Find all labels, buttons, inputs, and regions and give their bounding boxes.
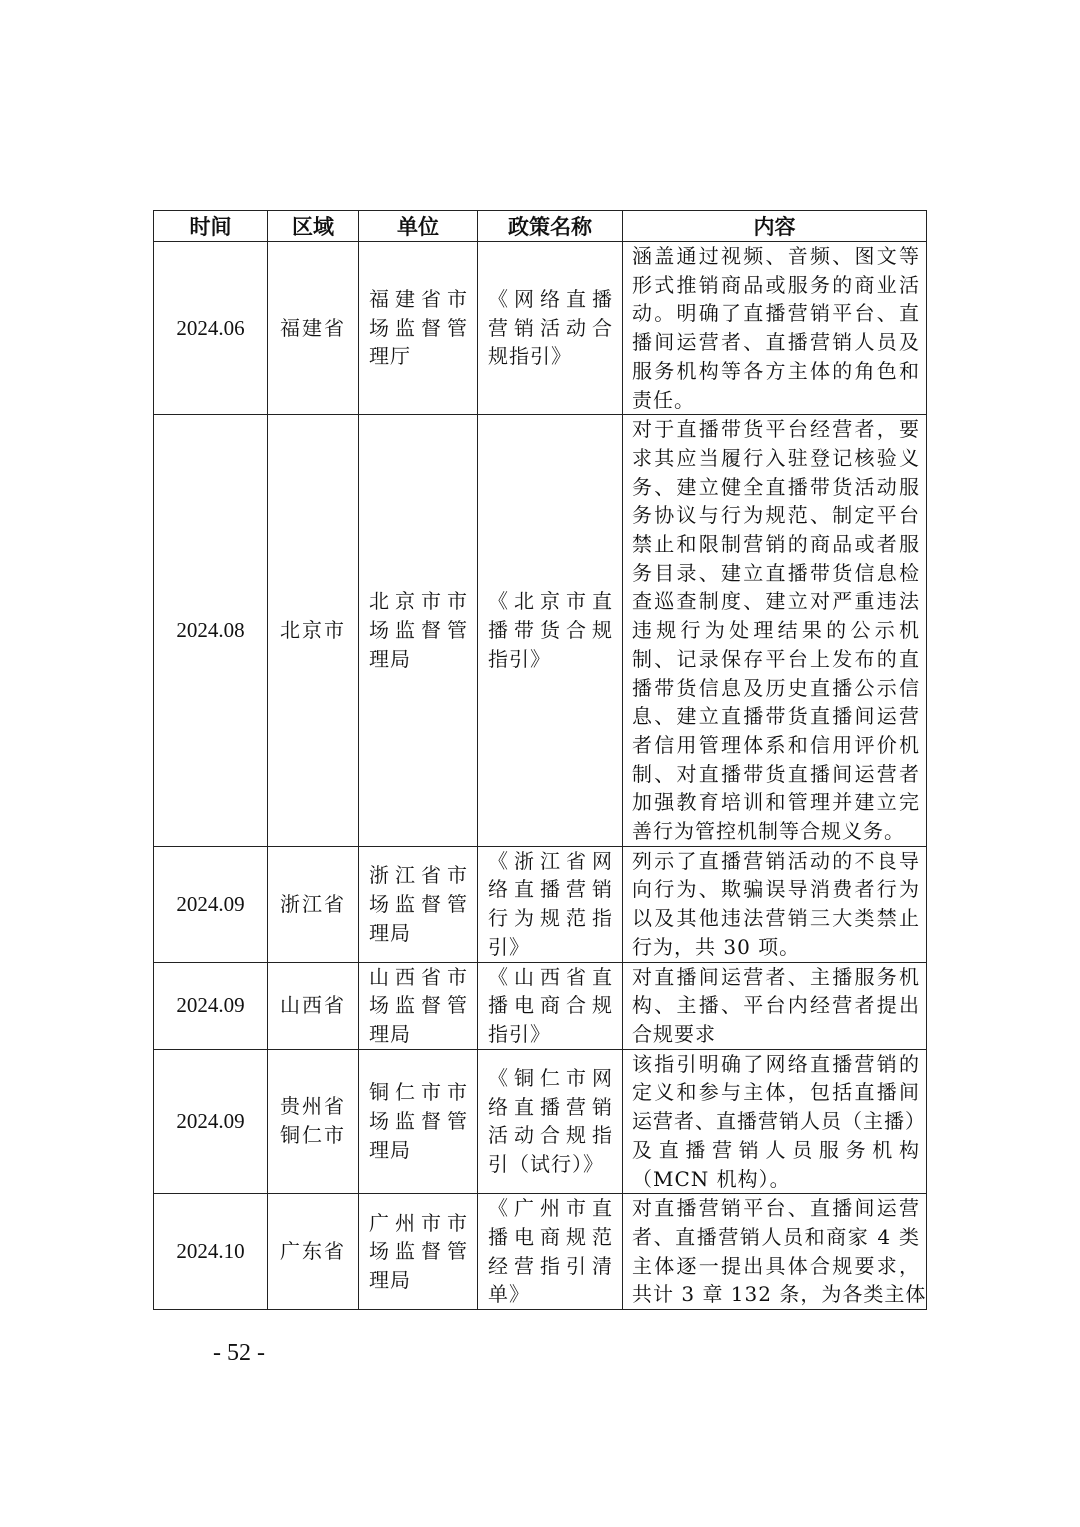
cell-unit-line: 场监督管 <box>369 993 468 1018</box>
cell-policy-name-line: 《山西省直 <box>488 964 613 989</box>
cell-content-line: 务协议与行为规范、制定平台 <box>632 503 920 528</box>
cell-time: 2024.09 <box>154 962 268 1049</box>
cell-content-line: 者、直播营销人员和商家 4 类 <box>632 1224 920 1249</box>
cell-unit-line: 理局 <box>369 1021 411 1046</box>
cell-policy-name-line: 《网络直播 <box>488 287 613 312</box>
cell-policy-name-line: 播电商规范 <box>488 1224 613 1249</box>
cell-policy-name-line: 《北京市直 <box>488 589 613 614</box>
cell-policy-name <box>478 846 623 962</box>
cell-content-line: 制、记录保存平台上发布的直 <box>632 646 920 671</box>
cell-policy-name-line: 经营指引清 <box>488 1253 613 1278</box>
cell-content-line: 服务机构等各方主体的角色和 <box>632 358 920 383</box>
cell-region-line: 山西省 <box>280 993 346 1018</box>
cell-policy-name <box>478 962 623 1049</box>
policy-table <box>153 210 927 1310</box>
cell-unit-line: 场监督管 <box>369 1239 468 1264</box>
cell-unit-line: 场监督管 <box>369 618 468 643</box>
table-header-row <box>154 211 927 242</box>
cell-content-line: 定义和参与主体，包括直播间 <box>632 1080 920 1105</box>
cell-content-line: 以及其他违法营销三大类禁止 <box>632 906 920 931</box>
cell-policy-name-line: 络直播营销 <box>488 1094 613 1119</box>
table-row <box>154 242 927 415</box>
cell-content-line: 共计 3 章 132 条，为各类主体 <box>632 1282 927 1307</box>
cell-unit <box>359 1049 478 1194</box>
header-time: 时间 <box>154 211 268 242</box>
cell-content-line: 务、建立健全直播带货活动服 <box>632 474 920 499</box>
table-row <box>154 415 927 847</box>
cell-time: 2024.08 <box>154 415 268 847</box>
cell-content-line: 向行为、欺骗误导消费者行为 <box>632 877 920 902</box>
cell-unit-line: 理局 <box>369 1137 411 1162</box>
table-row <box>154 846 927 962</box>
cell-unit-line: 山西省市 <box>369 964 468 989</box>
cell-content-line: 对直播营销平台、直播间运营 <box>632 1196 920 1221</box>
cell-policy-name-line: 规指引》 <box>488 344 572 369</box>
cell-policy-name-line: 指引》 <box>488 646 551 671</box>
cell-policy-name-line: 播电商合规 <box>488 993 613 1018</box>
cell-policy-name-line: 播带货合规 <box>488 618 613 643</box>
cell-content-line: 列示了直播营销活动的不良导 <box>632 848 920 873</box>
cell-region-line: 北京市 <box>280 617 346 642</box>
cell-content-line: 合规要求 <box>632 1021 716 1046</box>
cell-region <box>268 415 359 847</box>
cell-unit-line: 理局 <box>369 646 411 671</box>
cell-region-line: 福建省 <box>280 315 346 340</box>
cell-content <box>623 1194 927 1310</box>
cell-unit-line: 浙江省市 <box>369 863 468 888</box>
header-content: 内容 <box>623 211 927 242</box>
cell-policy-name-line: 《浙江省网 <box>488 848 613 873</box>
cell-unit-line: 理局 <box>369 920 411 945</box>
header-unit: 单位 <box>359 211 478 242</box>
cell-unit-line: 场监督管 <box>369 891 468 916</box>
cell-unit <box>359 242 478 415</box>
cell-policy-name-line: 单》 <box>488 1282 530 1307</box>
table-row <box>154 1194 927 1310</box>
cell-content-line: 动。明确了直播营销平台、直 <box>632 301 920 326</box>
cell-content-line: 构、主播、平台内经营者提出 <box>632 993 920 1018</box>
cell-region-line: 铜仁市 <box>280 1123 346 1148</box>
cell-unit <box>359 846 478 962</box>
cell-region <box>268 1049 359 1194</box>
cell-unit-line: 理局 <box>369 1267 411 1292</box>
cell-content-line: 行为，共 30 项。 <box>632 934 801 959</box>
cell-content-line: 及直播营销人员服务机构 <box>632 1137 920 1162</box>
header-policy-name: 政策名称 <box>478 211 623 242</box>
cell-policy-name-line: 《铜仁市网 <box>488 1066 613 1091</box>
cell-policy-name <box>478 1049 623 1194</box>
cell-time: 2024.09 <box>154 846 268 962</box>
cell-content-line: 善行为管控机制等合规义务。 <box>632 819 905 844</box>
cell-unit-line: 福建省市 <box>369 287 468 312</box>
cell-content-line: 形式推销商品或服务的商业活 <box>632 272 920 297</box>
cell-unit-line: 北京市市 <box>369 589 468 614</box>
cell-region <box>268 242 359 415</box>
table-row <box>154 962 927 1049</box>
cell-content-line: 责任。 <box>632 387 695 412</box>
cell-content <box>623 1049 927 1194</box>
cell-policy-name-line: 《广州市直 <box>488 1196 613 1221</box>
cell-policy-name-line: 活动合规指 <box>488 1123 613 1148</box>
cell-policy-name-line: 引》 <box>488 934 530 959</box>
cell-content-line: 主体逐一提出具体合规要求， <box>632 1253 920 1278</box>
cell-policy-name-line: 指引》 <box>488 1021 551 1046</box>
cell-content-line: 涵盖通过视频、音频、图文等 <box>632 244 920 268</box>
cell-region <box>268 962 359 1049</box>
cell-content <box>623 846 927 962</box>
cell-unit-line: 场监督管 <box>369 315 468 340</box>
cell-time: 2024.06 <box>154 242 268 415</box>
cell-unit <box>359 415 478 847</box>
cell-policy-name-line: 行为规范指 <box>488 906 613 931</box>
cell-region <box>268 846 359 962</box>
cell-region <box>268 1194 359 1310</box>
cell-content-line: （MCN 机构）。 <box>632 1166 791 1191</box>
cell-unit-line: 铜仁市市 <box>369 1080 468 1105</box>
cell-policy-name-line: 引（试行）》 <box>488 1152 604 1177</box>
cell-content-line: 制、对直播带货直播间运营者 <box>632 761 920 786</box>
cell-policy-name <box>478 415 623 847</box>
cell-content-line: 查巡查制度、建立对严重违法 <box>632 589 920 614</box>
cell-content-line: 对于直播带货平台经营者，要 <box>632 417 920 442</box>
cell-content-line: 播带货信息及历史直播公示信 <box>632 675 920 700</box>
cell-content-line: 对直播间运营者、主播服务机 <box>632 964 920 989</box>
cell-unit-line: 理厅 <box>369 344 411 369</box>
cell-unit <box>359 1194 478 1310</box>
cell-content-line: 息、建立直播带货直播间运营 <box>632 704 920 729</box>
cell-content-line: 违规行为处理结果的公示机 <box>632 618 920 643</box>
cell-content-line: 运营者、直播营销人员（主播） <box>632 1109 926 1134</box>
cell-content <box>623 962 927 1049</box>
cell-time: 2024.10 <box>154 1194 268 1310</box>
page-number: - 52 - <box>213 1340 265 1366</box>
cell-policy-name <box>478 1194 623 1310</box>
cell-content-line: 务目录、建立直播带货信息检 <box>632 560 920 585</box>
cell-unit <box>359 962 478 1049</box>
cell-content-line: 求其应当履行入驻登记核验义 <box>632 445 920 470</box>
cell-content <box>623 242 927 415</box>
cell-content-line: 者信用管理体系和信用评价机 <box>632 732 920 757</box>
cell-policy-name <box>478 242 623 415</box>
cell-content-line: 禁止和限制营销的商品或者服 <box>632 532 920 557</box>
cell-content-line: 该指引明确了网络直播营销的 <box>632 1051 920 1076</box>
cell-content <box>623 415 927 847</box>
cell-unit-line: 场监督管 <box>369 1109 468 1134</box>
cell-time: 2024.09 <box>154 1049 268 1194</box>
cell-region-line: 广东省 <box>280 1239 346 1264</box>
cell-content-line: 加强教育培训和管理并建立完 <box>632 790 920 815</box>
cell-region-line: 浙江省 <box>280 891 346 916</box>
cell-policy-name-line: 络直播营销 <box>488 877 613 902</box>
cell-unit-line: 广州市市 <box>369 1210 468 1235</box>
table-row <box>154 1049 927 1194</box>
cell-policy-name-line: 营销活动合 <box>488 315 613 340</box>
cell-content-line: 播间运营者、直播营销人员及 <box>632 330 920 355</box>
cell-region-line: 贵州省 <box>280 1094 346 1119</box>
header-region: 区域 <box>268 211 359 242</box>
